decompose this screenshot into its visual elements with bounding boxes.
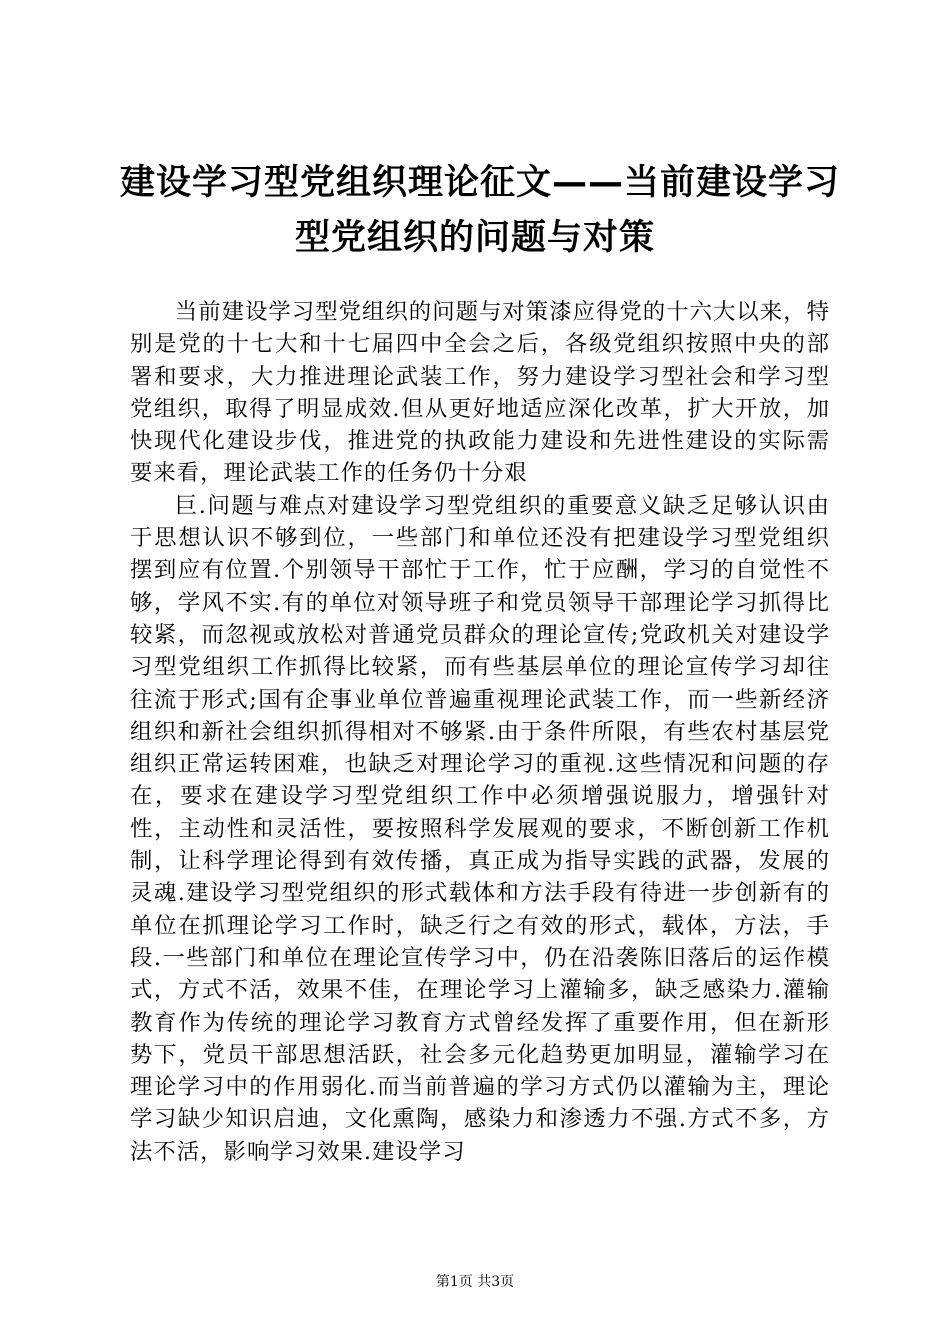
paragraph-2: 巨.问题与难点对建设学习型党组织的重要意义缺乏足够认识由于思想认识不够到位，一些部门和单位还没有把建设学习型党组织摆到应有位置.个别领导干部忙于工作，忙于应酬，学习的自觉性不够，学风不实.有的单位对领导班子和党员领导干部理论学习抓得比较紧，而忽视或放松对普通党员群众的理论宣传;党政机关对建设学习型党组织工作抓得比较紧，而有些基层单位的理论宣传学习却往往流于形式;国有企事业单位普遍重视理论武装工作，而一些新经济组织和新社会组织抓得相对不够紧.由于条件所限，有些农村基层党组织正常运转困难，也缺乏对理论学习的重视.这些情况和问题的存在，要求在建设学习型党组织工作中必须增强说服力，增强针对性，主动性和灵活性，要按照科学发展观的要求，不断创新工作机制，让科学理论得到有效传播，真正成为指导实践的武器，发展的灵魂.建设学习型党组织的形式载体和方法手段有待进一步创新有的单位在抓理论学习工作时，缺乏行之有效的形式，载体，方法，手段.一些部门和单位在理论宣传学习中，仍在沿袭陈旧落后的运作模式，方式不活，效果不佳，在理论学习上灌输多，缺乏感染力.灌输教育作为传统的理论学习教育方式曾经发挥了重要作用，但在新形势下，党员干部思想活跃，社会多元化趋势更加明显，灌输学习在理论学习中的作用弱化.而当前普遍的学习方式仍以灌输为主，理论学习缺少知识启迪，文化熏陶，感染力和渗透力不强.方式不多，方法不活，影响学习效果.建设学习 bbox=[130, 492, 830, 1165]
paragraph-1: 当前建设学习型党组织的问题与对策漆应得党的十六大以来，特别是党的十七大和十七届四中全会之后，各级党组织按照中央的部署和要求，大力推进理论武装工作，努力建设学习型社会和学习型党组织，取得了明显成效.但从更好地适应深化改革，扩大开放，加快现代化建设步伐，推进党的执政能力建设和先进性建设的实际需要来看，理论武装工作的任务仍十分艰 bbox=[130, 299, 830, 487]
document-title bbox=[120, 156, 841, 266]
title-line-1: 建设学习型党组织理论征文——当前建设学习 bbox=[120, 163, 841, 203]
page-footer: 第1页 共3页 bbox=[435, 1274, 515, 1290]
title-line-2: 型党组织的问题与对策 bbox=[294, 218, 655, 258]
document-body bbox=[130, 296, 830, 1168]
